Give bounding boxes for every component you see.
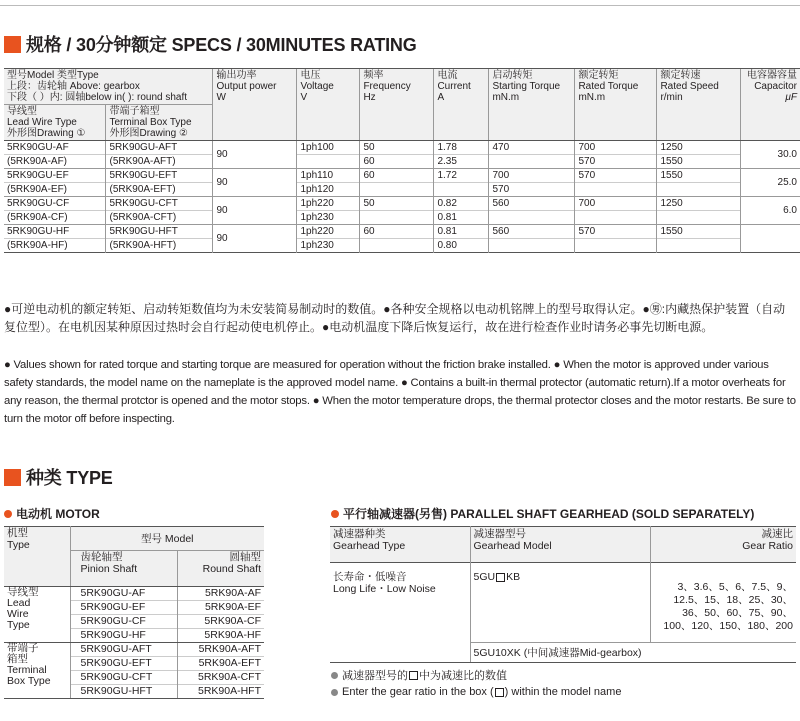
round-shaft-model: 5RK90A-HFT	[177, 685, 264, 699]
gearhead-subtitle: 平行轴减速器(另售) PARALLEL SHAFT GEARHEAD (SOLD SEPARATELY)	[331, 505, 754, 522]
spec-cell: 90	[213, 169, 297, 197]
voltage-header: 电压 Voltage V	[297, 69, 360, 141]
spec-cell: 2.35	[434, 155, 489, 169]
spec-cell: 1250	[657, 141, 741, 155]
gearhead-note-english: Enter the gear ratio in the box ( ) within the model name	[331, 686, 621, 698]
round-shaft-header: 圆轴型 Round Shaft	[177, 551, 264, 587]
pinion-shaft-model: 5RK90GU-EF	[70, 601, 177, 615]
spec-cell: (5RK90A-AFT)	[106, 155, 213, 169]
spec-row	[4, 141, 800, 155]
spec-cell: 560	[489, 225, 575, 239]
spec-row	[4, 225, 800, 239]
motor-row	[4, 587, 264, 601]
spec-cell	[434, 183, 489, 197]
spec-cell: 570	[489, 183, 575, 197]
spec-cell: 1ph230	[297, 211, 360, 225]
current-header: 电流 Current A	[434, 69, 489, 141]
spec-cell	[360, 211, 434, 225]
spec-cell: 700	[489, 169, 575, 183]
spec-cell: 90	[213, 225, 297, 253]
spec-row	[4, 211, 800, 225]
spec-cell: 1.72	[434, 169, 489, 183]
round-shaft-model: 5RK90A-CFT	[177, 671, 264, 685]
gearhead-model-cell: 5GU KB	[470, 563, 650, 643]
capacitor-header: 电容器容量 Capacitor μF	[741, 69, 800, 141]
spec-cell: 90	[213, 141, 297, 169]
model-header: 型号Model 类型Type 上段：齿轮轴 Above: gearbox 下段（ ）内: 圆轴below in( ): round shaft	[4, 69, 213, 105]
round-shaft-model: 5RK90A-HF	[177, 629, 264, 643]
spec-cell: 1ph120	[297, 183, 360, 197]
spec-cell	[489, 211, 575, 225]
spec-cell: 1ph220	[297, 225, 360, 239]
specs-section-title: 规格 / 30分钟额定 SPECS / 30MINUTES RATING	[4, 31, 417, 57]
motor-table	[4, 526, 264, 699]
pinion-shaft-model: 5RK90GU-EFT	[70, 657, 177, 671]
spec-cell: 25.0	[741, 169, 800, 197]
motor-type-label: 带端子 箱型 Terminal Box Type	[4, 643, 70, 699]
spec-cell: 90	[213, 197, 297, 225]
spec-cell	[489, 155, 575, 169]
starting-torque-header: 启动转矩 Starting Torque mN.m	[489, 69, 575, 141]
spec-cell: 700	[575, 141, 657, 155]
spec-cell: 5RK90GU-EFT	[106, 169, 213, 183]
ratio-box-icon	[409, 671, 418, 680]
pinion-shaft-model: 5RK90GU-HF	[70, 629, 177, 643]
specs-table	[4, 68, 800, 253]
spec-cell: 5RK90GU-HF	[4, 225, 106, 239]
square-bullet-icon	[4, 469, 21, 486]
spec-cell: 5RK90GU-CFT	[106, 197, 213, 211]
spec-row	[4, 197, 800, 211]
gearhead-type-cell: 长寿命・低噪音 Long Life・Low Noise	[330, 563, 470, 663]
round-shaft-model: 5RK90A-AFT	[177, 643, 264, 657]
spec-cell: 50	[360, 141, 434, 155]
spec-row	[4, 155, 800, 169]
type-section-title: 种类 TYPE	[4, 464, 113, 490]
spec-cell: 0.80	[434, 239, 489, 253]
spec-cell: 6.0	[741, 197, 800, 225]
square-bullet-icon	[4, 36, 21, 53]
spec-cell: 60	[360, 169, 434, 183]
gearhead-note-chinese: 减速器型号的 中为减速比的数值	[331, 667, 507, 683]
pinion-shaft-header: 齿轮轴型 Pinion Shaft	[70, 551, 177, 587]
gear-ratio-header: 减速比 Gear Ratio	[650, 527, 796, 563]
spec-cell: 1ph230	[297, 239, 360, 253]
spec-cell: 0.82	[434, 197, 489, 211]
spec-cell	[489, 239, 575, 253]
spec-cell: 1ph100	[297, 141, 360, 155]
motor-subtitle: 电动机 MOTOR	[4, 505, 100, 522]
bullet-dot-icon	[331, 672, 338, 679]
spec-cell: (5RK90A-AF)	[4, 155, 106, 169]
spec-cell: 0.81	[434, 211, 489, 225]
spec-cell: 5RK90GU-EF	[4, 169, 106, 183]
spec-cell: 1ph220	[297, 197, 360, 211]
lead-wire-header: 导线型 Lead Wire Type 外形图Drawing ①	[4, 105, 106, 141]
spec-cell: 470	[489, 141, 575, 155]
pinion-shaft-model: 5RK90GU-CFT	[70, 671, 177, 685]
gear-ratio-cell: 3、3.6、5、6、7.5、9、 12.5、15、18、25、30、 36、50、60、75、90、 100、120、150、180、200	[650, 563, 796, 643]
spec-cell	[741, 225, 800, 253]
spec-cell: (5RK90A-EF)	[4, 183, 106, 197]
output-header: 输出功率 Output power W	[213, 69, 297, 141]
spec-cell: (5RK90A-CFT)	[106, 211, 213, 225]
spec-cell: 1250	[657, 197, 741, 211]
spec-cell: 1ph110	[297, 169, 360, 183]
spec-cell	[575, 239, 657, 253]
round-shaft-model: 5RK90A-EFT	[177, 657, 264, 671]
spec-cell: 50	[360, 197, 434, 211]
gearhead-model-header: 减速器型号 Gearhead Model	[470, 527, 650, 563]
specs-notes-english: ● Values shown for rated torque and starting torque are measured for operation without the friction brake installed. ● When the motor is approved under various safety standards, the model name on the nameplate is the approved model name. ● Contains a built-in thermal protector (automatic return).If a motor overheats for any reason, the thermal protctor is opened and the motor stops. ● When the motor temperature drops, the thermal protector closes and the motor restarts. Be sure to turn the motor off before inspecting.	[4, 359, 796, 425]
motor-row	[4, 643, 264, 657]
spec-row	[4, 239, 800, 253]
spec-cell: (5RK90A-HF)	[4, 239, 106, 253]
pinion-shaft-model: 5RK90GU-AFT	[70, 643, 177, 657]
spec-cell: 5RK90GU-AFT	[106, 141, 213, 155]
frequency-header: 频率 Frequency Hz	[360, 69, 434, 141]
gearhead-table	[330, 526, 796, 663]
round-shaft-model: 5RK90A-AF	[177, 587, 264, 601]
spec-cell: 5RK90GU-HFT	[106, 225, 213, 239]
spec-cell	[575, 183, 657, 197]
gearhead-type-header: 减速器种类 Gearhead Type	[333, 528, 406, 552]
spec-cell: 700	[575, 197, 657, 211]
round-shaft-model: 5RK90A-CF	[177, 615, 264, 629]
spec-row	[4, 183, 800, 197]
terminal-box-header: 带端子箱型 Terminal Box Type 外形图Drawing ②	[106, 105, 213, 141]
spec-cell: 1.78	[434, 141, 489, 155]
pinion-shaft-model: 5RK90GU-HFT	[70, 685, 177, 699]
ratio-box-icon	[496, 573, 505, 582]
motor-type-label: 导线型 Lead Wire Type	[4, 587, 70, 643]
spec-cell: 570	[575, 169, 657, 183]
mid-gearbox-cell: 5GU10XK (中间减速器Mid-gearbox)	[470, 643, 796, 663]
spec-cell: 570	[575, 155, 657, 169]
round-shaft-model: 5RK90A-EF	[177, 601, 264, 615]
specs-notes-chinese: ●可逆电动机的额定转矩、启动转矩数值均为未安装简易制动时的数值。●各种安全规格以电动机铭牌上的型号取得认定。●㊚:内藏热保护装置（自动复位型）。在电机因某种原因过热时会自行起动使电机停止。●电动机温度下降后恢复运行，故在进行检查作业时请务必事先切断电源。	[4, 302, 786, 334]
rated-speed-header: 额定转速 Rated Speed r/min	[657, 69, 741, 141]
spec-cell: (5RK90A-CF)	[4, 211, 106, 225]
pinion-shaft-model: 5RK90GU-CF	[70, 615, 177, 629]
spec-cell	[360, 239, 434, 253]
spec-cell: 1550	[657, 225, 741, 239]
spec-cell	[657, 239, 741, 253]
bullet-dot-icon	[331, 510, 339, 518]
spec-cell	[657, 183, 741, 197]
spec-row	[4, 169, 800, 183]
spec-cell: 570	[575, 225, 657, 239]
spec-cell: 60	[360, 155, 434, 169]
spec-cell: 60	[360, 225, 434, 239]
spec-cell: 1550	[657, 155, 741, 169]
spec-cell: (5RK90A-HFT)	[106, 239, 213, 253]
motor-model-header: 型号 Model	[70, 527, 264, 551]
bullet-dot-icon	[4, 510, 12, 518]
spec-cell	[657, 211, 741, 225]
spec-cell: 5RK90GU-CF	[4, 197, 106, 211]
spec-cell	[575, 211, 657, 225]
motor-type-header: 机型 Type	[4, 527, 70, 587]
ratio-box-icon	[495, 688, 504, 697]
spec-cell: 5RK90GU-AF	[4, 141, 106, 155]
spec-cell	[360, 183, 434, 197]
top-rule	[0, 5, 800, 6]
bullet-dot-icon	[331, 689, 338, 696]
spec-cell: 0.81	[434, 225, 489, 239]
spec-cell: (5RK90A-EFT)	[106, 183, 213, 197]
spec-cell: 30.0	[741, 141, 800, 169]
rated-torque-header: 额定转矩 Rated Torque mN.m	[575, 69, 657, 141]
pinion-shaft-model: 5RK90GU-AF	[70, 587, 177, 601]
spec-cell: 1550	[657, 169, 741, 183]
spec-cell: 560	[489, 197, 575, 211]
spec-cell	[297, 155, 360, 169]
